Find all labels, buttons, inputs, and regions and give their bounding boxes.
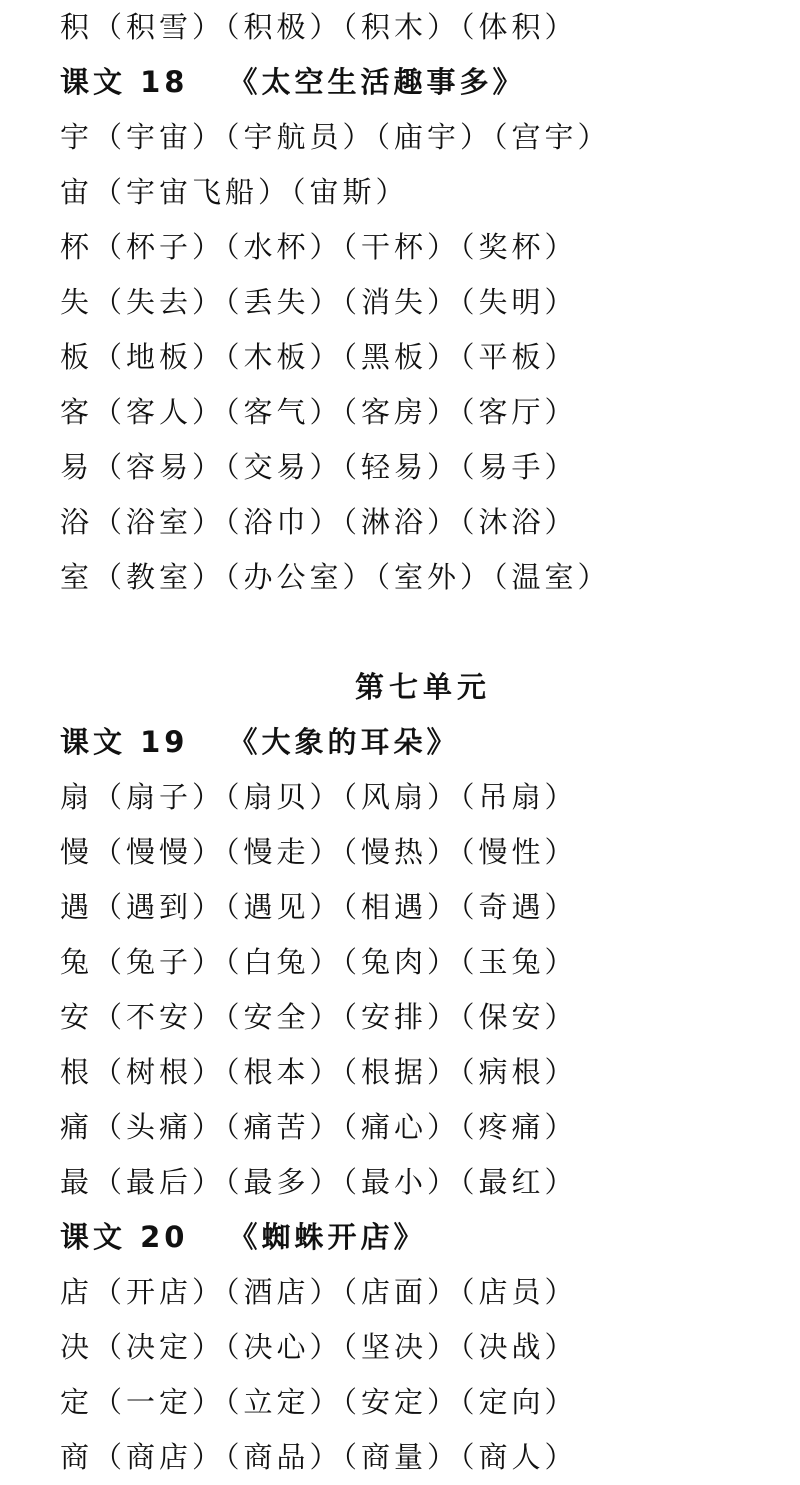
word-row: 安（不安）（安全）（安排）（保安） bbox=[60, 1000, 578, 1034]
lesson-heading bbox=[60, 1210, 780, 1265]
lesson-number: 课文 18 bbox=[60, 65, 189, 99]
lesson-heading bbox=[60, 715, 780, 770]
word-row: 根（树根）（根本）（根据）（病根） bbox=[60, 1055, 578, 1089]
lesson-heading bbox=[60, 55, 780, 110]
word-row: 室（教室）（办公室）（室外）（温室） bbox=[60, 560, 611, 594]
lesson-19-section bbox=[60, 715, 780, 1485]
word-row: 浴（浴室）（浴巾）（淋浴）（沐浴） bbox=[60, 505, 578, 539]
word-row: 兔（兔子）（白兔）（兔肉）（玉兔） bbox=[60, 945, 578, 979]
lesson-18-section bbox=[60, 0, 780, 605]
word-row: 最（最后）（最多）（最小）（最红） bbox=[60, 1165, 578, 1199]
word-row: 店（开店）（酒店）（店面）（店员） bbox=[60, 1275, 578, 1309]
word-row: 客（客人）（客气）（客房）（客厅） bbox=[60, 395, 578, 429]
word-row: 宇（宇宙）（宇航员）（庙宇）（宫宇） bbox=[60, 120, 611, 154]
word-row: 痛（头痛）（痛苦）（痛心）（疼痛） bbox=[60, 1110, 578, 1144]
word-row: 商（商店）（商品）（商量）（商人） bbox=[60, 1440, 578, 1474]
word-row: 定（一定）（立定）（安定）（定向） bbox=[60, 1385, 578, 1419]
word-row: 易（容易）（交易）（轻易）（易手） bbox=[60, 450, 578, 484]
lesson-number: 课文 20 bbox=[60, 1220, 189, 1254]
word-row: 慢（慢慢）（慢走）（慢热）（慢性） bbox=[60, 835, 578, 869]
word-row: 积（积雪）（积极）（积木）（体积） bbox=[60, 10, 578, 44]
word-row: 杯（杯子）（水杯）（干杯）（奖杯） bbox=[60, 230, 578, 264]
lesson-title: 《太空生活趣事多》 bbox=[228, 65, 526, 99]
unit-title: 第七单元 bbox=[354, 670, 491, 704]
lesson-title: 《大象的耳朵》 bbox=[228, 725, 460, 759]
word-row: 宙（宇宙飞船）（宙斯） bbox=[60, 175, 409, 209]
lesson-title: 《蜘蛛开店》 bbox=[228, 1220, 427, 1254]
word-row: 板（地板）（木板）（黑板）（平板） bbox=[60, 340, 578, 374]
word-row: 遇（遇到）（遇见）（相遇）（奇遇） bbox=[60, 890, 578, 924]
word-row: 扇（扇子）（扇贝）（风扇）（吊扇） bbox=[60, 780, 578, 814]
word-row: 失（失去）（丢失）（消失）（失明） bbox=[60, 285, 578, 319]
lesson-number: 课文 19 bbox=[60, 725, 189, 759]
word-row: 决（决定）（决心）（坚决）（决战） bbox=[60, 1330, 578, 1364]
